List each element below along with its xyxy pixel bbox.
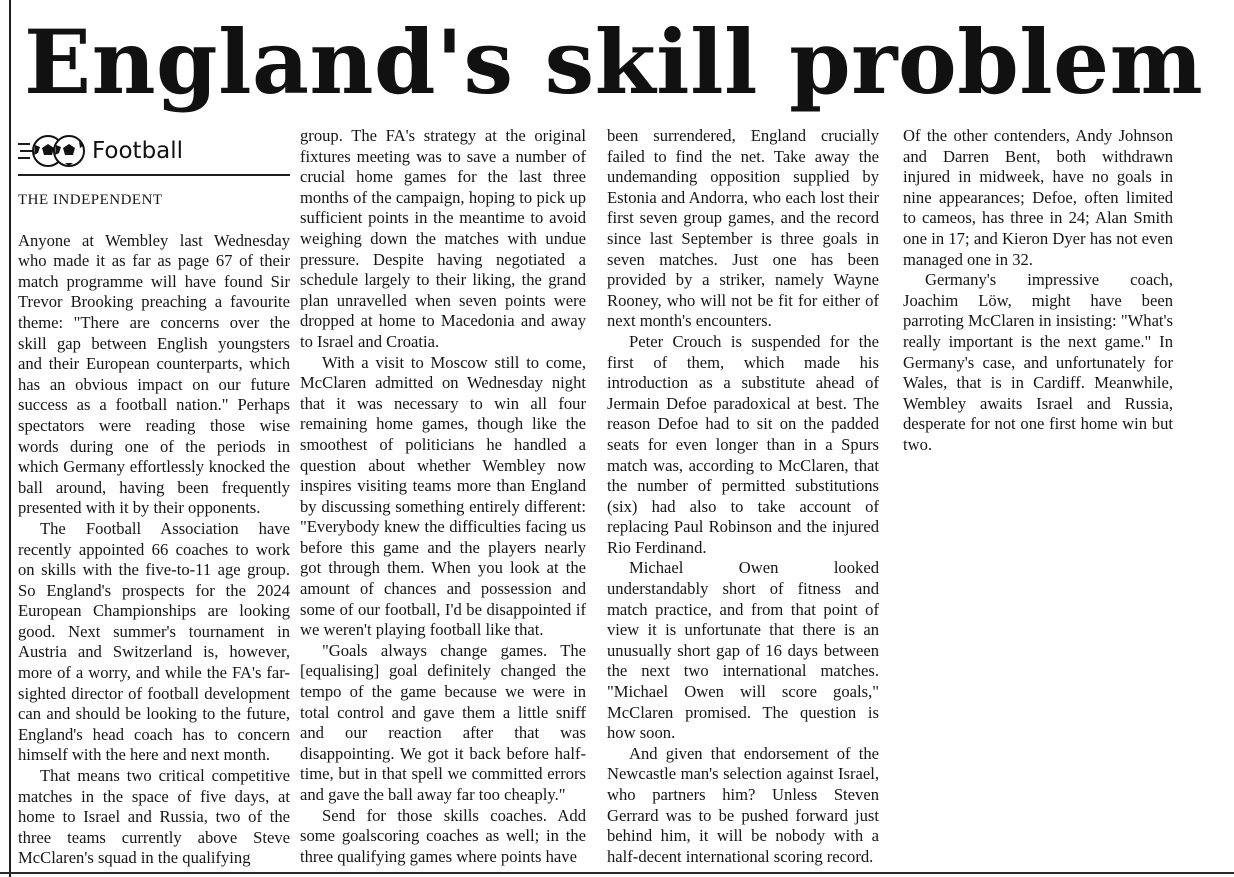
paragraph: Peter Crouch is suspended for the first of them, which made his introduction as a substitute ahead of Jermain Defoe paradoxical at best. The reason Defoe had to sit on the padded seats for even longer than in a Spurs match was, according to McClaren, that the number of permitted substitutions (six) had also to take account of replacing Paul Robinson and the injured Rio Ferdinand. bbox=[607, 331, 879, 557]
headline: England's skill problem bbox=[24, 10, 1204, 114]
bottom-rule bbox=[0, 872, 1234, 874]
paragraph: Michael Owen looked understandably short of fitness and match practice, and from that point of view it is unfortunate that there is an unusually short gap of 16 days between the next two international matches. "Michael Owen will score goals," McClaren promised. The question is how soon. bbox=[607, 558, 879, 743]
article-column-3 bbox=[607, 126, 879, 869]
byline: THE INDEPENDENT bbox=[18, 192, 163, 208]
section-label: Football bbox=[92, 137, 184, 164]
paragraph: Of the other contenders, Andy Johnson and Darren Bent, both withdrawn injured in midweek, have no goals in nine appearances; Defoe, often limited to cameos, has three in 24; Alan Smith one in 17; and Kieron Dyer has not even managed one in 32. bbox=[903, 126, 1173, 269]
paragraph: And given that endorsement of the Newcastle man's selection against Israel, who partners him? Unless Steven Gerrard was to be pushed forward just behind him, it will be nobody with a half-decent international scoring record. bbox=[607, 743, 879, 866]
paragraph: "Goals always change games. The [equalising] goal definitely changed the tempo of the game because we were in total control and gave them a little sniff and our reaction after that was disappointing. We got it back before half-time, but in that spell we committed errors and gave the ball away far too cheaply." bbox=[300, 640, 586, 804]
paragraph: been surrendered, England crucially failed to find the net. Take away the undemanding opposition supplied by Estonia and Andorra, who each lost their first seven group games, and the record since last September is three goals in seven matches. Just one has been provided by a striker, namely Wayne Rooney, who will not be fit for either of next month's encounters. bbox=[607, 126, 879, 331]
paragraph: Send for those skills coaches. Add some goalscoring coaches as well; in the three qualifying games where points have bbox=[300, 805, 586, 866]
article-column-4 bbox=[903, 126, 1173, 869]
paragraph: Germany's impressive coach, Joachim Löw, might have been parroting McClaren in insisting: "What's really important is the next game." In Germany's case, and unfortunately for Wales, that is in Cardiff. Meanwhile, Wembley awaits Israel and Russia, desperate for not one first home win but two. bbox=[903, 270, 1173, 454]
football-icon bbox=[18, 131, 86, 171]
paragraph: group. The FA's strategy at the original fixtures meeting was to save a number of crucial home games for the last three months of the campaign, hoping to pick up sufficient points in the meantime to avoid weighing down the matches with undue pressure. Despite having negotiated a schedule largely to their liking, the grand plan unravelled when seven points were dropped at home to Macedonia and away to Israel and Croatia. bbox=[300, 126, 586, 351]
left-column-rule bbox=[9, 0, 11, 877]
paragraph: With a visit to Moscow still to come, McClaren admitted on Wednesday night that it was necessary to win all four remaining home games, though like the smoothest of politicians he handled a question about whether Wembley now inspires visiting teams more than England by discussing something entirely different: "Everybody knew the difficulties facing us before this game and the players nearly got through them. When you look at the amount of chances and possession and some of our football, I'd be disappointed if we weren't playing football like that. bbox=[300, 352, 586, 640]
article-column-2 bbox=[300, 126, 586, 869]
section-kicker bbox=[18, 128, 290, 176]
paragraph: Anyone at Wembley last Wednesday who made it as far as page 67 of their match programme will have found Sir Trevor Brooking preaching a favourite theme: "There are concerns over the skill gap between English youngsters and their European counterparts, which has an obvious impact on our future success as a football nation." Perhaps spectators were reading those wise words during one of the periods in which Germany effortlessly knocked the ball around, having been frequently presented with it by their opponents. bbox=[18, 230, 290, 518]
article-column-1 bbox=[18, 126, 290, 869]
paragraph: That means two critical competitive matches in the space of five days, at home to Israel and Russia, two of the three teams currently above Steve McClaren's squad in the qualifying bbox=[18, 766, 290, 868]
paragraph: The Football Association have recently appointed 66 coaches to work on skills with the five-to-11 age group. So England's prospects for the 2024 European Championships are looking good. Next summer's tournament in Austria and Switzerland is, however, more of a worry, and while the FA's far-sighted director of football development can and should be looking to the future, England's head coach has to concern himself with the here and next month. bbox=[18, 518, 290, 765]
